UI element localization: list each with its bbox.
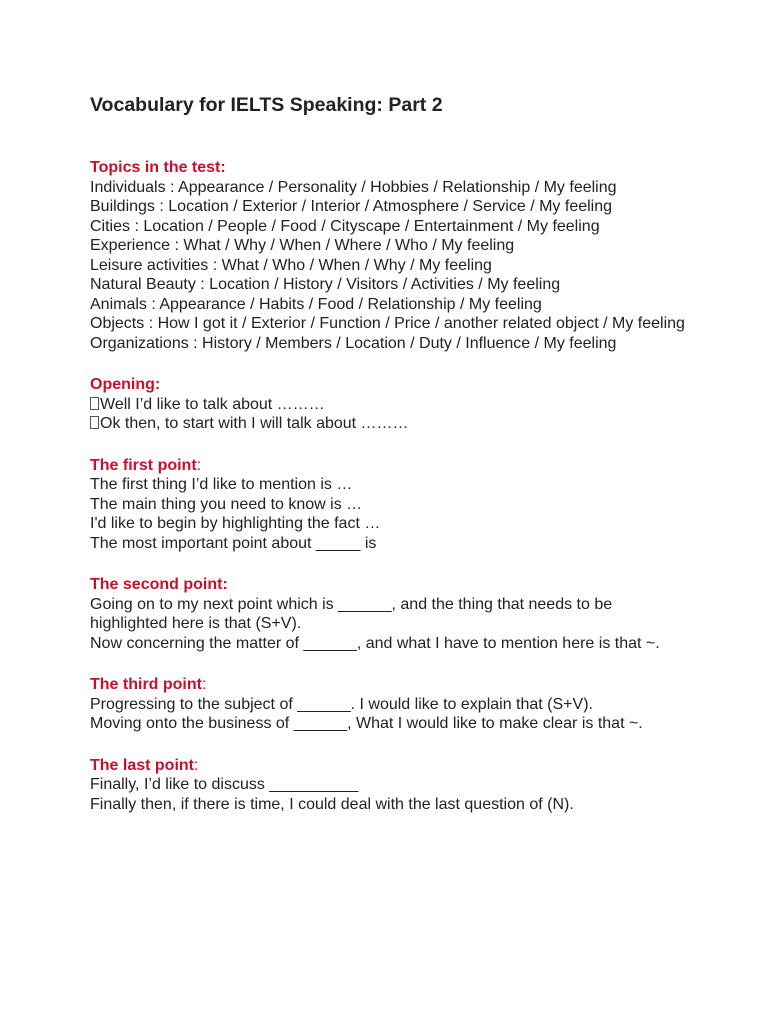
phrase-line: Going on to my next point which is ______, and the thing that needs to be highlighted here is that (S+V). [90,595,613,632]
topics-section [90,158,690,353]
opening-section [90,375,690,434]
first-point-heading [90,456,690,476]
opening-heading: Opening: [90,376,161,393]
opening-line-text: Ok then, to start with I will talk about ……… [100,415,409,432]
topic-line: Animals : Appearance / Habits / Food / Relationship / My feeling [90,295,542,313]
topic-line: Organizations : History / Members / Location / Duty / Influence / My feeling [90,334,617,352]
phrase-line: The most important point about _____ is [90,534,377,552]
phrase-line: Now concerning the matter of ______, and what I have to mention here is that ~. [90,634,660,652]
first-point-heading-colon: : [196,456,202,474]
document-page [90,92,690,836]
phrase-line: Finally, I’d like to discuss __________ [90,776,359,793]
opening-line-text: Well I’d like to talk about ……… [100,395,325,413]
topic-line: Objects : How I got it / Exterior / Function / Price / another related object / My feeling [90,315,685,332]
topic-line: Individuals : Appearance / Personality / Hobbies / Relationship / My feeling [90,178,617,196]
phrase-line: The main thing you need to know is … [90,495,363,513]
phrase-line: The first thing I’d like to mention is … [90,476,353,493]
second-point-heading: The second point: [90,576,228,593]
phrase-line: I'd like to begin by highlighting the fact … [90,515,381,532]
missing-glyph-icon [90,416,99,429]
first-point-heading-text: The first point [90,456,197,474]
phrase-line: Finally then, if there is time, I could deal with the last question of (N). [90,795,574,813]
topic-line: Buildings : Location / Exterior / Interior / Atmosphere / Service / My feeling [90,198,613,215]
phrase-line: Moving onto the business of ______, What I would like to make clear is that ~. [90,715,643,732]
last-point-section [90,756,690,815]
third-point-section [90,675,690,734]
opening-line [90,414,690,434]
missing-glyph-icon [90,397,99,410]
last-point-heading-colon: : [194,756,199,774]
topic-line: Cities : Location / People / Food / Cityscape / Entertainment / My feeling [90,217,600,235]
topic-line: Experience : What / Why / When / Where / Who / My feeling [90,237,515,254]
last-point-heading [90,756,690,776]
topic-line: Natural Beauty : Location / History / Visitors / Activities / My feeling [90,276,561,293]
phrase-line: Progressing to the subject of ______. I would like to explain that (S+V). [90,695,593,713]
third-point-heading-text: The third point [90,676,202,693]
topics-heading: Topics in the test: [90,159,226,176]
document-title: Vocabulary for IELTS Speaking: Part 2 [90,94,443,116]
opening-line [90,395,690,415]
first-point-section [90,456,690,554]
second-point-section [90,575,690,653]
third-point-heading [90,675,690,695]
last-point-heading-text: The last point [90,756,194,774]
topic-line: Leisure activities : What / Who / When / Why / My feeling [90,256,492,274]
third-point-heading-colon: : [201,676,207,693]
